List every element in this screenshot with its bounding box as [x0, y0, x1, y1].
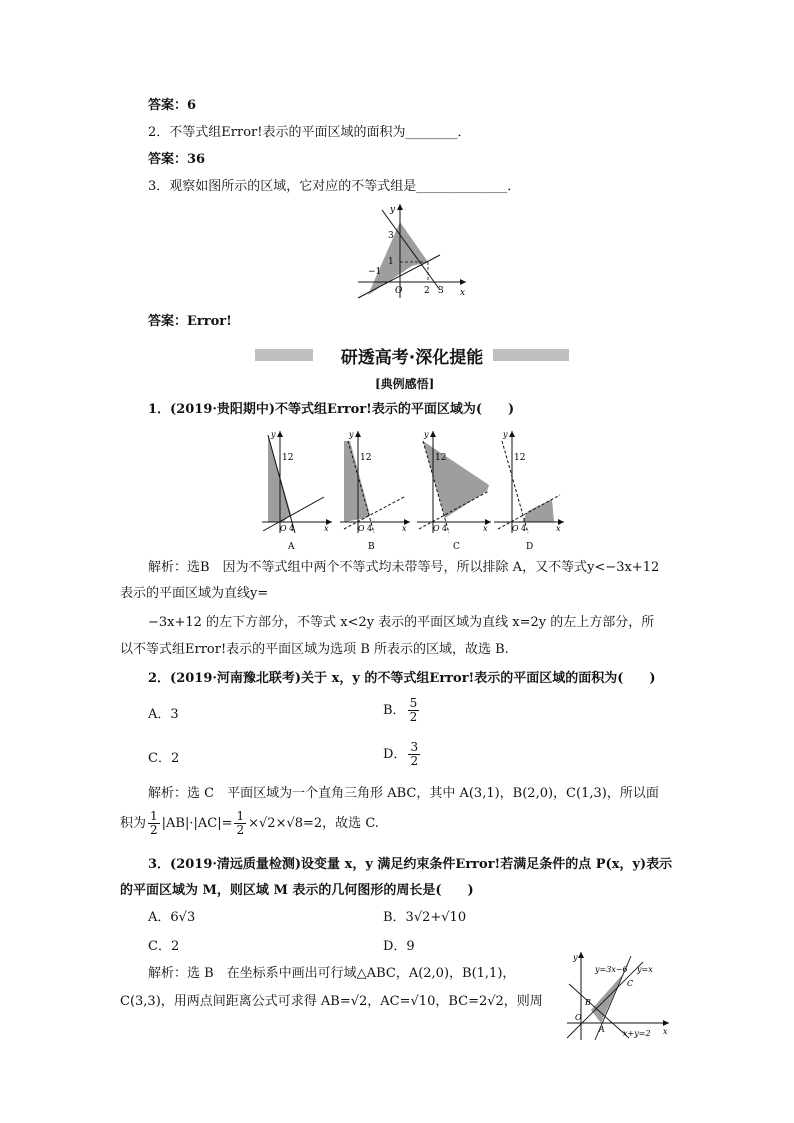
answer-2: 答案：36 [148, 152, 206, 167]
section-banner [255, 343, 569, 368]
graph-d-y-label: y [503, 430, 508, 439]
fig3-point-b: B [585, 998, 591, 1007]
graph-d-tick-12: 12 [514, 453, 526, 463]
graph-d-label: D [526, 542, 534, 552]
fig3-y-label: y [573, 953, 578, 962]
region-figure-q3 [350, 200, 470, 300]
tick-3: 3 [388, 231, 394, 241]
graph-d-tick-4: 4 [521, 524, 527, 533]
feasible-region-figure [563, 948, 673, 1043]
problem-3-stem-line-2: 的平面区域为 M，则区域 M 表示的几何图形的周长是( ) [120, 883, 474, 898]
answer-3: 答案：Error! [148, 314, 232, 329]
graph-a-y-label: y [271, 430, 276, 439]
problem-1-solution-line-3: −3x+12 的左下方部分，不等式 x<2y 表示的平面区域为直线 x=2y 的左上方部分，所 [148, 615, 655, 630]
fig3-line-3: x+y=2 [623, 1029, 651, 1038]
graph-c-x-label: x [483, 524, 488, 533]
graph-a-tick-4: 4 [289, 524, 295, 533]
graph-a-x-label: x [324, 524, 329, 533]
problem-2-option-a: A．3 [148, 707, 179, 722]
graph-b-tick-12: 12 [360, 453, 372, 463]
graph-b-y-label: y [349, 430, 354, 439]
question-2: 2．不等式组Error!表示的平面区域的面积为________． [148, 125, 471, 140]
banner-title: 研透高考·深化提能 [340, 348, 484, 368]
problem-2-option-b: B． $\frac{5}{2}$ [383, 696, 418, 724]
graph-b-origin: O [358, 524, 365, 533]
problem-3-stem-line-1: 3．(2019·清远质量检测)设变量 x，y 满足约束条件Error!若满足条件的点 P(x，y)表示 [148, 857, 673, 872]
fig3-line-1: y=3x−6 [595, 965, 628, 974]
problem-3-option-a: A．6√3 [148, 910, 196, 925]
problem-3-solution-line-1: 解析：选 B 在坐标系中画出可行域△ABC，A(2,0)，B(1,1)， [148, 966, 516, 981]
graph-option-c [415, 425, 493, 553]
graph-d-x-label: x [556, 524, 561, 533]
question-3: 3．观察如图所示的区域，它对应的不等式组是______________． [148, 179, 521, 194]
tick-2: 2 [424, 286, 430, 296]
fig3-point-c: C [627, 979, 634, 988]
section-title: [典例感悟] [375, 377, 435, 391]
problem-2-option-c: C．2 [148, 751, 180, 766]
problem-3-option-d: D．9 [383, 939, 415, 954]
fig3-point-a: A [599, 1025, 605, 1034]
problem-1-stem: 1．(2019·贵阳期中)不等式组Error!表示的平面区域为( ) [148, 402, 515, 417]
graph-option-b [338, 425, 416, 553]
problem-1-solution-line-4: 以不等式组Error!表示的平面区域为选项 B 所表示的区域，故选 B. [120, 642, 509, 657]
graph-c-tick-4: 4 [442, 524, 448, 533]
tick-3-x: 3 [438, 286, 444, 296]
problem-2-option-d: D． $\frac{3}{2}$ [383, 740, 419, 768]
graph-b-tick-4: 4 [367, 524, 373, 533]
problem-3-solution-line-2: C(3,3)，用两点间距离公式可求得 AB=√2，AC=√10，BC=2√2，则周 [120, 994, 543, 1009]
problem-3-option-c: C．2 [148, 939, 180, 954]
graph-option-d [492, 425, 568, 553]
problem-2-stem: 2．(2019·河南豫北联考)关于 x，y 的不等式组Error!表示的平面区域的面积为( ) [148, 671, 656, 686]
tick-1: 1 [388, 257, 394, 267]
origin-label: O [395, 286, 403, 296]
graph-a-tick-12: 12 [282, 453, 294, 463]
graph-b-label: B [368, 542, 375, 552]
problem-1-solution-line-2: 表示的平面区域为直线y= [120, 586, 269, 601]
problem-2-solution-line-2: 积为 $\frac{1}{2}$ |AB|·|AC|= $\frac{1}{2}$ ×√2×√8=2，故选 C. [120, 809, 379, 837]
graph-b-x-label: x [402, 524, 407, 533]
problem-1-solution-line-1: 解析：选B 因为不等式组中两个不等式均未带等号，所以排除 A，又不等式y<−3x+12 [148, 560, 660, 575]
answer-1: 答案：6 [148, 98, 197, 113]
graph-a-origin: O [280, 524, 287, 533]
fig3-origin: O [575, 1013, 582, 1022]
graph-c-tick-12: 12 [435, 453, 447, 463]
fig3-line-2: y=x [637, 965, 653, 974]
problem-3-option-b: B．3√2+√10 [383, 910, 467, 925]
graph-d-origin: O [512, 524, 519, 533]
fig3-x-label: x [663, 1027, 668, 1036]
graph-c-y-label: y [424, 430, 429, 439]
graph-a-label: A [288, 542, 295, 552]
graph-option-a [258, 425, 336, 553]
problem-2-solution-line-1: 解析：选 C 平面区域为一个直角三角形 ABC，其中 A(3,1)，B(2,0)，C(1,3)，所以面 [148, 786, 659, 801]
graph-c-label: C [453, 542, 460, 552]
y-axis-label: y [390, 205, 396, 215]
graph-c-origin: O [433, 524, 440, 533]
x-axis-label: x [460, 288, 466, 298]
tick-neg1: −1 [368, 267, 382, 277]
